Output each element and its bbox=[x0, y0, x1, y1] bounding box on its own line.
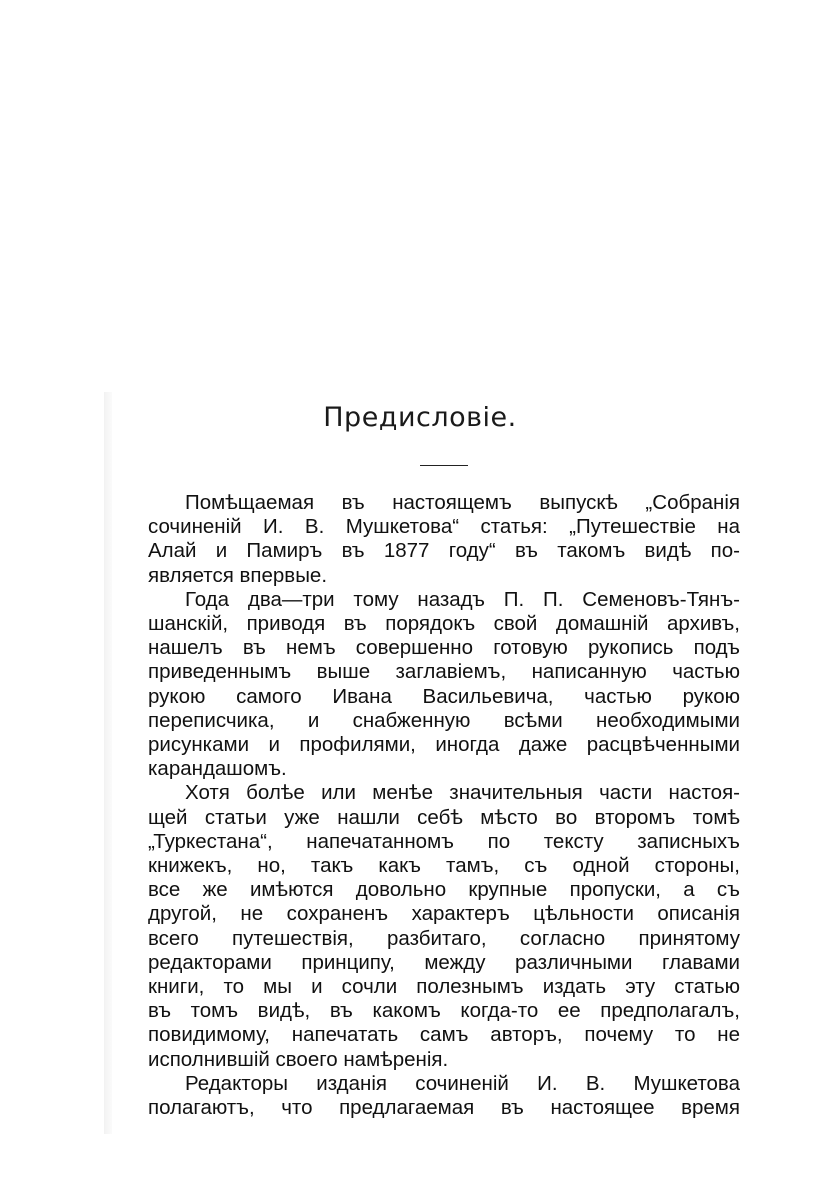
text-line: всего путешествія, разбитаго, согласно принятому bbox=[148, 926, 740, 950]
scan-edge-shadow bbox=[104, 392, 112, 1134]
text-line: рукою самого Ивана Васильевича, частью рукою bbox=[148, 684, 740, 708]
text-line: „Туркестана“, напечатанномъ по тексту записныхъ bbox=[148, 829, 740, 853]
text-line: Редакторы изданія сочиненій И. В. Мушкетова bbox=[185, 1071, 740, 1095]
page-title: Предисловіе. bbox=[323, 402, 517, 433]
text-line: книги, то мы и сочли полезнымъ издать эту статью bbox=[148, 975, 740, 999]
text-line: Помѣщаемая въ настоящемъ выпускѣ „Собранія bbox=[185, 491, 740, 514]
text-line: въ томъ видѣ, въ какомъ когда-то ее предполагалъ, bbox=[148, 999, 740, 1023]
text-line: книжекъ, но, такъ какъ тамъ, съ одной стороны, bbox=[148, 854, 740, 878]
text-line: сочиненій И. В. Мушкетова“ статья: „Путешествіе на bbox=[148, 515, 740, 539]
text-line: Хотя болѣе или менѣе значительныя части настоя- bbox=[185, 781, 740, 805]
text-line: все же имѣются довольно крупные пропуски, а съ bbox=[148, 878, 740, 902]
text-line: щей статьи уже нашли себѣ мѣсто во второмъ томѣ bbox=[148, 805, 740, 829]
text-line: полагаютъ, что предлагаемая въ настоящее время bbox=[148, 1096, 740, 1120]
text-line: Алай и Памиръ въ 1877 году“ въ такомъ видѣ по- bbox=[148, 539, 740, 563]
text-line: рисунками и профилями, иногда даже расцвѣченными bbox=[148, 733, 740, 757]
text-line: редакторами принципу, между различными главами bbox=[148, 950, 740, 974]
text-line: переписчика, и снабженную всѣми необходимыми bbox=[148, 708, 740, 732]
text-line: приведеннымъ выше заглавіемъ, написанную частью bbox=[148, 660, 740, 684]
text-line: исполнившій своего намѣренія. bbox=[148, 1047, 449, 1071]
text-line: другой, не сохраненъ характеръ цѣльности описанія bbox=[148, 902, 740, 926]
body-text bbox=[148, 491, 740, 1120]
text-line: карандашомъ. bbox=[148, 757, 287, 781]
text-line: нашелъ въ немъ совершенно готовую рукопись подъ bbox=[148, 636, 740, 660]
text-line: повидимому, напечатать самъ авторъ, почему то не bbox=[148, 1023, 740, 1047]
text-line: является впервые. bbox=[148, 563, 328, 587]
text-line: Года два—три тому назадъ П. П. Семеновъ-Тянъ- bbox=[185, 587, 740, 611]
title-divider bbox=[420, 465, 468, 466]
text-line: шанскій, приводя въ порядокъ свой домашній архивъ, bbox=[148, 612, 740, 636]
